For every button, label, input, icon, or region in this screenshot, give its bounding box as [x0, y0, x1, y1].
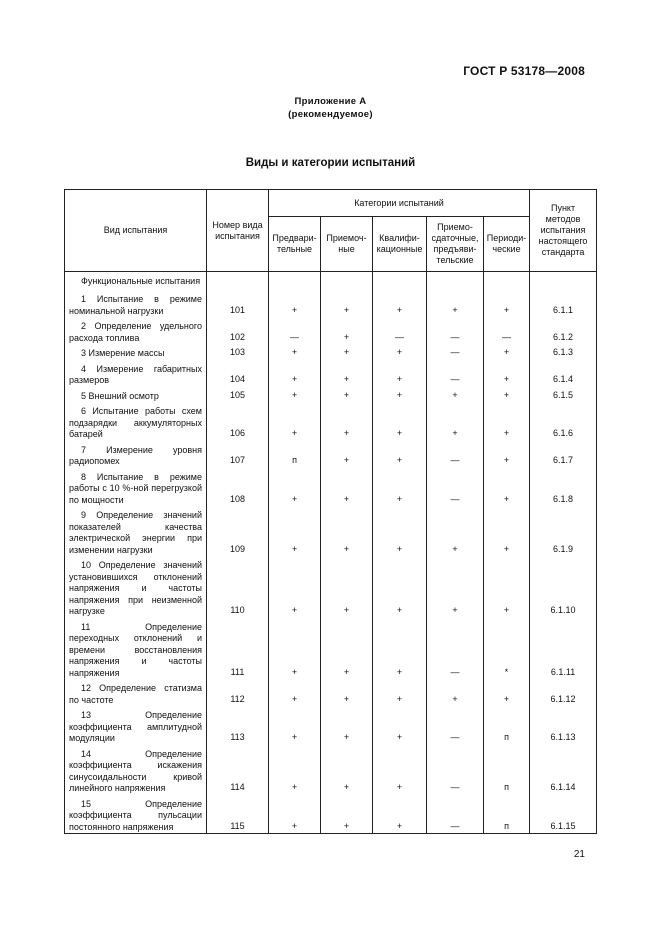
qualification-cell: +: [373, 344, 427, 360]
periodic-cell: п: [484, 745, 530, 795]
header-cat-periodic: Периоди-ческие: [484, 217, 530, 272]
clause-cell: 6.1.4: [530, 360, 597, 387]
clause-cell: 6.1.6: [530, 402, 597, 441]
periodic-cell: +: [484, 679, 530, 706]
clause-cell: 6.1.7: [530, 441, 597, 468]
clause-cell: 6.1.1: [530, 290, 597, 317]
clause-cell: 6.1.15: [530, 795, 597, 834]
qualification-cell: +: [373, 468, 427, 507]
table-row: [65, 360, 597, 387]
qualification-cell: +: [373, 556, 427, 618]
acceptance-cell: +: [321, 706, 373, 745]
acceptance-cell: +: [321, 506, 373, 556]
test-name: 7 Измерение уровня радиопомех: [69, 444, 202, 466]
delivery-cell: —: [427, 360, 484, 387]
table-row: [65, 795, 597, 834]
acceptance-cell: +: [321, 556, 373, 618]
qualification-cell: +: [373, 290, 427, 317]
test-name: 14 Определение коэффициента искажения синусоидальности кривой линейного напряжения: [69, 748, 202, 793]
delivery-cell: —: [427, 468, 484, 507]
test-name: 4 Измерение габаритных размеров: [69, 363, 202, 385]
clause-cell: 6.1.14: [530, 745, 597, 795]
acceptance-cell: +: [321, 441, 373, 468]
test-name: 12 Определение статизма по частоте: [69, 683, 202, 705]
acceptance-cell: +: [321, 387, 373, 403]
periodic-cell: —: [484, 317, 530, 344]
qualification-cell: +: [373, 387, 427, 403]
delivery-cell: —: [427, 441, 484, 468]
standard-designation: ГОСТ Р 53178—2008: [463, 64, 585, 78]
delivery-cell: +: [427, 506, 484, 556]
clause-cell: 6.1.3: [530, 344, 597, 360]
test-number-cell: 101: [207, 290, 269, 317]
test-number-cell: 112: [207, 679, 269, 706]
appendix-heading: [0, 95, 661, 121]
test-name: 8 Испытание в режиме работы с 10 %-ной перегрузкой по мощности: [69, 471, 202, 505]
table-title: Виды и категории испытаний: [245, 157, 416, 169]
header-cat-acceptance: Приемоч-ные: [321, 217, 373, 272]
preliminary-cell: +: [269, 402, 321, 441]
periodic-cell: +: [484, 290, 530, 317]
test-name: 6 Испытание работы схем подзарядки аккумуляторных батарей: [69, 406, 202, 439]
acceptance-cell: +: [321, 344, 373, 360]
delivery-cell: +: [427, 387, 484, 403]
table-row: [65, 387, 597, 403]
clause-cell: 6.1.8: [530, 468, 597, 507]
periodic-cell: +: [484, 441, 530, 468]
preliminary-cell: +: [269, 387, 321, 403]
test-number-cell: 110: [207, 556, 269, 618]
preliminary-cell: +: [269, 468, 321, 507]
test-name: 13 Определение коэффициента амплитудной модуляции: [69, 710, 202, 743]
preliminary-cell: +: [269, 795, 321, 834]
qualification-cell: +: [373, 706, 427, 745]
appendix-title: Приложение А: [294, 96, 367, 107]
header-cat-preliminary: Предвари-тельные: [269, 217, 321, 272]
periodic-cell: +: [484, 468, 530, 507]
periodic-cell: +: [484, 344, 530, 360]
qualification-cell: +: [373, 745, 427, 795]
table-row: [65, 618, 597, 680]
clause-cell: 6.1.9: [530, 506, 597, 556]
preliminary-cell: +: [269, 506, 321, 556]
acceptance-cell: +: [321, 317, 373, 344]
test-name: 15 Определение коэффициента пульсации постоянного напряжения: [69, 798, 202, 832]
preliminary-cell: +: [269, 745, 321, 795]
periodic-cell: п: [484, 795, 530, 834]
table-row: [65, 706, 597, 745]
table-row: [65, 506, 597, 556]
delivery-cell: +: [427, 556, 484, 618]
acceptance-cell: +: [321, 618, 373, 680]
qualification-cell: +: [373, 679, 427, 706]
preliminary-cell: +: [269, 360, 321, 387]
periodic-cell: п: [484, 706, 530, 745]
test-number-cell: 104: [207, 360, 269, 387]
preliminary-cell: +: [269, 618, 321, 680]
periodic-cell: +: [484, 360, 530, 387]
test-number-cell: 113: [207, 706, 269, 745]
test-name: 2 Определение удельного расхода топлива: [69, 321, 202, 343]
test-name: 3 Измерение массы: [81, 348, 165, 358]
page-number: 21: [573, 849, 585, 860]
preliminary-cell: +: [269, 679, 321, 706]
test-number-cell: 109: [207, 506, 269, 556]
qualification-cell: +: [373, 402, 427, 441]
delivery-cell: —: [427, 317, 484, 344]
preliminary-cell: +: [269, 556, 321, 618]
header-cat-qualification: Квалифи-кационные: [373, 217, 427, 272]
qualification-cell: +: [373, 506, 427, 556]
clause-cell: 6.1.12: [530, 679, 597, 706]
delivery-cell: —: [427, 618, 484, 680]
test-number-cell: 107: [207, 441, 269, 468]
acceptance-cell: +: [321, 679, 373, 706]
header-test-type: Вид испытания: [65, 190, 207, 272]
group-row: [65, 272, 597, 291]
periodic-cell: +: [484, 506, 530, 556]
test-number-cell: 103: [207, 344, 269, 360]
test-name: 11 Определение переходных отклонений и времени восстановления напряжения и частоты напряжения: [69, 621, 202, 678]
table-row: [65, 468, 597, 507]
acceptance-cell: +: [321, 360, 373, 387]
test-name: 10 Определение значений установившихся отклонений напряжения и частоты напряжения при неизменной нагрузке: [69, 560, 202, 616]
table-row: [65, 290, 597, 317]
delivery-cell: +: [427, 679, 484, 706]
header-clause: Пункт методов испытания настоящего стандарта: [530, 190, 597, 272]
qualification-cell: —: [373, 317, 427, 344]
clause-cell: 6.1.11: [530, 618, 597, 680]
periodic-cell: +: [484, 556, 530, 618]
qualification-cell: +: [373, 618, 427, 680]
table-row: [65, 441, 597, 468]
qualification-cell: +: [373, 441, 427, 468]
delivery-cell: —: [427, 706, 484, 745]
preliminary-cell: +: [269, 290, 321, 317]
qualification-cell: +: [373, 360, 427, 387]
test-number-cell: 111: [207, 618, 269, 680]
test-name: 9 Определение значений показателей качества электрической энергии при изменении нагрузки: [69, 510, 202, 555]
qualification-cell: +: [373, 795, 427, 834]
table-row: [65, 556, 597, 618]
table-row: [65, 679, 597, 706]
header-categories: Категории испытаний: [269, 190, 530, 217]
test-number-cell: 106: [207, 402, 269, 441]
appendix-note: (рекомендуемое): [288, 109, 373, 120]
preliminary-cell: п: [269, 441, 321, 468]
test-number-cell: 105: [207, 387, 269, 403]
table-row: [65, 317, 597, 344]
table-row: [65, 344, 597, 360]
acceptance-cell: +: [321, 290, 373, 317]
acceptance-cell: +: [321, 795, 373, 834]
delivery-cell: +: [427, 402, 484, 441]
header-cat-delivery: Приемо-сдаточные, предъяви-тельские: [427, 217, 484, 272]
preliminary-cell: —: [269, 317, 321, 344]
group-title: Функциональные испытания: [81, 276, 201, 286]
header-test-number: Номер вида испытания: [207, 190, 269, 272]
test-number-cell: 102: [207, 317, 269, 344]
table-row: [65, 745, 597, 795]
periodic-cell: +: [484, 402, 530, 441]
delivery-cell: —: [427, 344, 484, 360]
test-number-cell: 115: [207, 795, 269, 834]
delivery-cell: —: [427, 795, 484, 834]
acceptance-cell: +: [321, 468, 373, 507]
delivery-cell: —: [427, 745, 484, 795]
clause-cell: 6.1.2: [530, 317, 597, 344]
preliminary-cell: +: [269, 344, 321, 360]
acceptance-cell: +: [321, 745, 373, 795]
tests-table: [64, 189, 597, 834]
preliminary-cell: +: [269, 706, 321, 745]
acceptance-cell: +: [321, 402, 373, 441]
test-name: 5 Внешний осмотр: [81, 390, 159, 401]
clause-cell: 6.1.5: [530, 387, 597, 403]
periodic-cell: +: [484, 387, 530, 403]
test-number-cell: 114: [207, 745, 269, 795]
delivery-cell: +: [427, 290, 484, 317]
test-name: 1 Испытание в режиме номинальной нагрузки: [69, 294, 202, 316]
clause-cell: 6.1.13: [530, 706, 597, 745]
periodic-cell: *: [484, 618, 530, 680]
clause-cell: 6.1.10: [530, 556, 597, 618]
table-row: [65, 402, 597, 441]
test-number-cell: 108: [207, 468, 269, 507]
